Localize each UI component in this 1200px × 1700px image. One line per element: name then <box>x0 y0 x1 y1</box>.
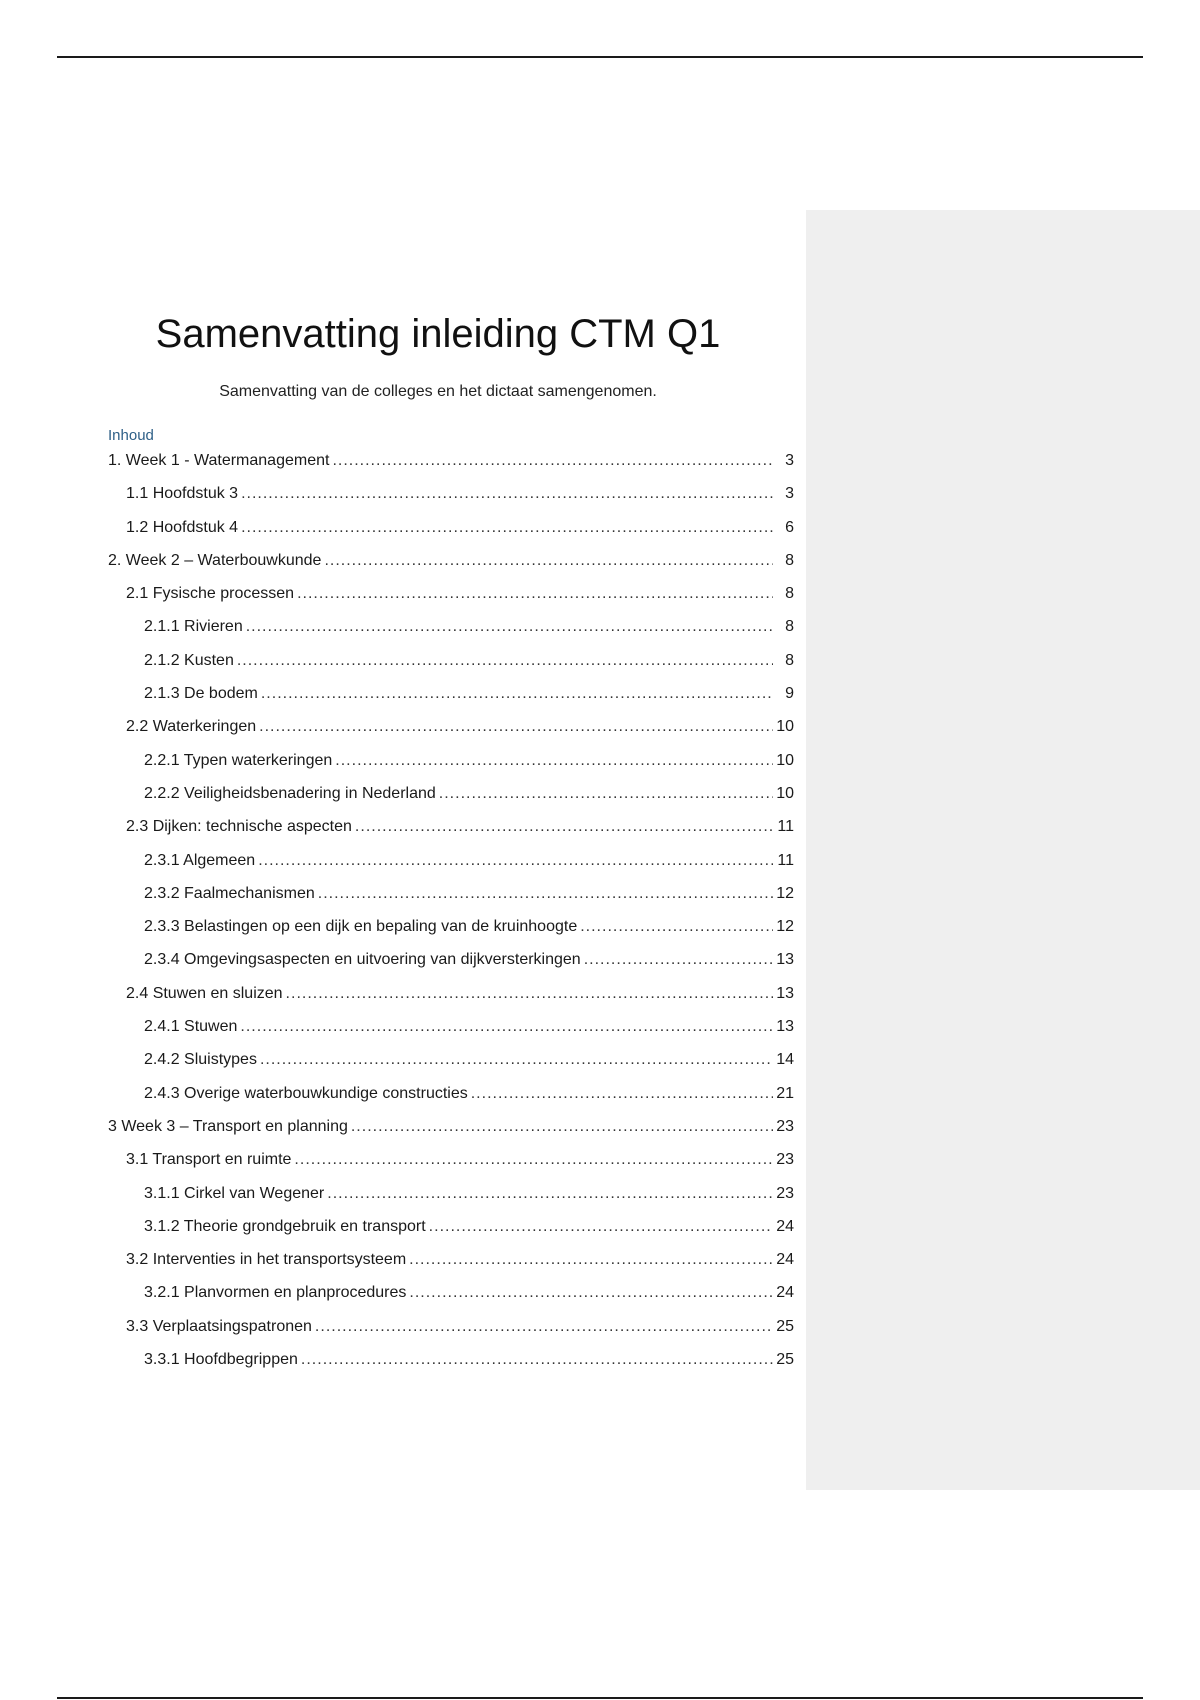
toc-page-number: 13 <box>776 1018 794 1036</box>
toc-entry[interactable] <box>108 982 794 1015</box>
toc-page-number: 12 <box>776 884 794 902</box>
toc-dot-leader <box>286 982 773 1006</box>
toc-entry-text: 3.3.1 Hoofdbegrippen <box>144 1351 298 1369</box>
toc-entry[interactable] <box>108 615 794 648</box>
toc-entry-text: 2.4 Stuwen en sluizen <box>126 984 283 1002</box>
toc-dot-leader <box>409 1248 773 1272</box>
toc-page-number: 8 <box>785 551 794 569</box>
toc-dot-leader <box>315 1315 773 1339</box>
toc-dot-leader <box>584 948 773 972</box>
toc-page-number: 24 <box>776 1217 794 1235</box>
footer-rule <box>57 1697 1143 1699</box>
toc-entry-text: 3.3 Verplaatsingspatronen <box>126 1317 312 1335</box>
toc-entry[interactable] <box>108 649 794 682</box>
document-title: Samenvatting inleiding CTM Q1 <box>155 312 721 356</box>
toc-page-number: 8 <box>785 618 794 636</box>
toc-page-number: 11 <box>777 818 794 836</box>
toc-dot-leader <box>429 1215 773 1239</box>
toc-entry[interactable] <box>108 1148 794 1181</box>
toc-entry[interactable] <box>108 1015 794 1048</box>
toc-page-number: 13 <box>776 984 794 1002</box>
toc-entry-text: 2.3.4 Omgevingsaspecten en uitvoering van dijkversterkingen <box>144 951 581 969</box>
toc-page-number: 23 <box>776 1117 794 1135</box>
toc-dot-leader <box>294 1148 773 1172</box>
toc-entry[interactable] <box>108 1315 794 1348</box>
toc-page-number: 21 <box>776 1084 794 1102</box>
toc-entry-text: 2.4.1 Stuwen <box>144 1018 238 1036</box>
toc-entry[interactable] <box>108 549 794 582</box>
toc-page-number: 13 <box>776 951 794 969</box>
toc-entry-text: 2.1.2 Kusten <box>144 651 234 669</box>
toc-entry[interactable] <box>108 948 794 981</box>
toc-entry[interactable] <box>108 1115 794 1148</box>
toc-dot-leader <box>241 482 773 506</box>
toc-page-number: 11 <box>777 851 794 869</box>
toc-entry[interactable] <box>108 449 794 482</box>
toc-dot-leader <box>355 815 773 839</box>
toc-entry-text: 3.2 Interventies in het transportsysteem <box>126 1251 407 1269</box>
toc-page-number: 24 <box>776 1251 794 1269</box>
toc-entry[interactable] <box>108 782 794 815</box>
toc-entry-text: 2.2.1 Typen waterkeringen <box>144 751 333 769</box>
toc-entry[interactable] <box>108 1248 794 1281</box>
toc-entry-text: 3.1 Transport en ruimte <box>126 1151 292 1169</box>
toc-dot-leader <box>240 1015 773 1039</box>
toc-page-number: 25 <box>776 1351 794 1369</box>
toc-dot-leader <box>259 715 773 739</box>
toc-dot-leader <box>471 1082 773 1106</box>
toc-dot-leader <box>324 549 773 573</box>
toc-dot-leader <box>580 915 773 939</box>
toc-dot-leader <box>318 882 773 906</box>
toc-entry[interactable] <box>108 849 794 882</box>
toc-entry-text: 2.4.3 Overige waterbouwkundige constructies <box>144 1084 468 1102</box>
toc-entry[interactable] <box>108 915 794 948</box>
document-subtitle: Samenvatting van de colleges en het dictaat samengenomen. <box>219 383 657 400</box>
toc-entry[interactable] <box>108 482 794 515</box>
toc-entry[interactable] <box>108 1348 794 1381</box>
toc-entry-text: 2.4.2 Sluistypes <box>144 1051 257 1069</box>
toc-dot-leader <box>351 1115 773 1139</box>
toc-dot-leader <box>258 849 773 873</box>
toc-dot-leader <box>335 749 773 773</box>
toc-dot-leader <box>246 615 773 639</box>
toc-entry[interactable] <box>108 715 794 748</box>
toc-entry-text: 2.2.2 Veiligheidsbenadering in Nederland <box>144 784 436 802</box>
toc-entry-text: 2.1.1 Rivieren <box>144 618 243 636</box>
toc-dot-leader <box>327 1182 773 1206</box>
toc-dot-leader <box>260 1048 773 1072</box>
toc-dot-leader <box>237 649 773 673</box>
toc-page-number: 6 <box>785 518 794 536</box>
toc-entry[interactable] <box>108 882 794 915</box>
toc-entry-text: 2.3.2 Faalmechanismen <box>144 884 315 902</box>
toc-entry[interactable] <box>108 1281 794 1314</box>
toc-entry-text: 1.2 Hoofdstuk 4 <box>126 518 239 536</box>
toc-page-number: 3 <box>785 485 794 503</box>
toc-dot-leader <box>297 582 773 606</box>
toc-entry[interactable] <box>108 582 794 615</box>
toc-page-number: 10 <box>776 784 794 802</box>
toc-entry[interactable] <box>108 1082 794 1115</box>
toc-page-number: 10 <box>776 718 794 736</box>
toc-entry-text: 2.3.1 Algemeen <box>144 851 256 869</box>
toc-dot-leader <box>409 1281 773 1305</box>
toc-page-number: 8 <box>785 585 794 603</box>
toc-entry[interactable] <box>108 815 794 848</box>
toc-entry[interactable] <box>108 1048 794 1081</box>
comment-margin-pane <box>806 210 1200 1490</box>
toc-dot-leader <box>301 1348 773 1372</box>
toc-page-number: 25 <box>776 1317 794 1335</box>
toc-dot-leader <box>332 449 773 473</box>
toc-page-number: 24 <box>776 1284 794 1302</box>
toc-entry-text: 3.2.1 Planvormen en planprocedures <box>144 1284 407 1302</box>
toc-entry[interactable] <box>108 749 794 782</box>
header-rule <box>57 56 1143 58</box>
toc-entry-text: 2.1 Fysische processen <box>126 585 295 603</box>
toc-page-number: 14 <box>776 1051 794 1069</box>
toc-entry[interactable] <box>108 516 794 549</box>
toc-entry[interactable] <box>108 682 794 715</box>
toc-page-number: 3 <box>785 452 794 469</box>
toc-entry-text: 3 Week 3 – Transport en planning <box>108 1117 348 1135</box>
toc-page-number: 9 <box>785 685 794 703</box>
toc-page-number: 23 <box>776 1151 794 1169</box>
toc-entry[interactable] <box>108 1215 794 1248</box>
toc-entry-text: 2.3.3 Belastingen op een dijk en bepaling van de kruinhoogte <box>144 918 578 936</box>
toc-entry-text: 1.1 Hoofdstuk 3 <box>126 485 239 503</box>
toc-dot-leader <box>439 782 773 806</box>
toc-entry-text: 2.3 Dijken: technische aspecten <box>126 818 352 836</box>
toc-entry-text: 1. Week 1 - Watermanagement <box>108 452 330 469</box>
toc-page-number: 10 <box>776 751 794 769</box>
toc-page-number: 8 <box>785 651 794 669</box>
toc-dot-leader <box>241 516 773 540</box>
toc-page-number: 23 <box>776 1184 794 1202</box>
toc-dot-leader <box>261 682 773 706</box>
table-of-contents <box>108 449 794 1381</box>
toc-entry-text: 3.1.2 Theorie grondgebruik en transport <box>144 1217 426 1235</box>
toc-entry-text: 2. Week 2 – Waterbouwkunde <box>108 551 322 569</box>
toc-entry-text: 2.2 Waterkeringen <box>126 718 257 736</box>
toc-entry-text: 3.1.1 Cirkel van Wegener <box>144 1184 325 1202</box>
toc-entry[interactable] <box>108 1182 794 1215</box>
toc-page-number: 12 <box>776 918 794 936</box>
toc-heading: Inhoud <box>108 427 154 444</box>
toc-entry-text: 2.1.3 De bodem <box>144 685 258 703</box>
